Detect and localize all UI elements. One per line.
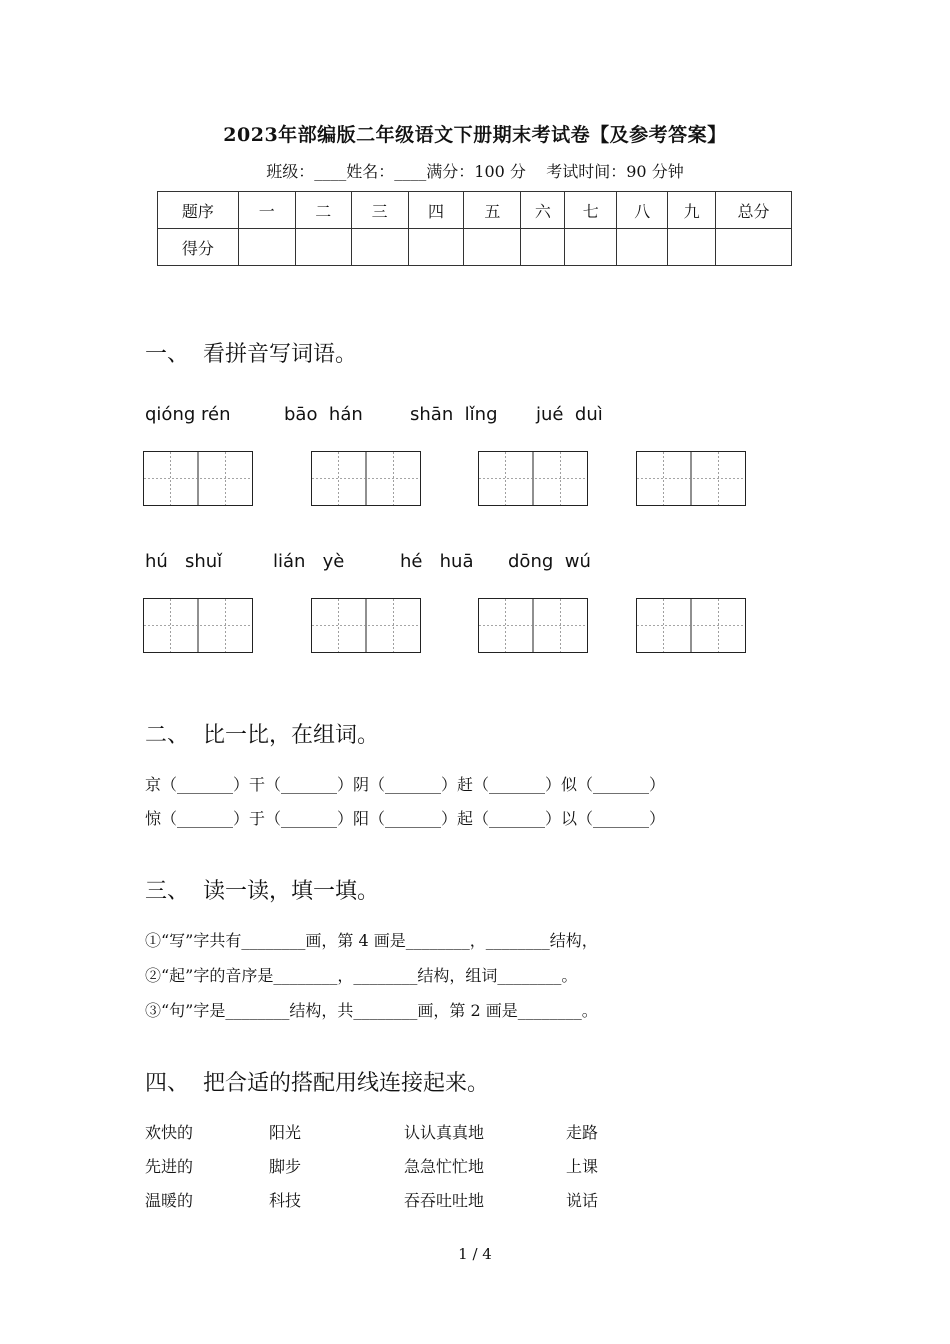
- score-header-cell: 五: [464, 192, 521, 229]
- pinyin-label: hé huā: [400, 551, 474, 572]
- fill-line: ①“写”字共有________画，第 4 画是________，________结构，: [145, 931, 598, 950]
- score-cell[interactable]: [464, 229, 521, 266]
- pinyin-label: qióng rén: [145, 404, 231, 425]
- score-header-cell: 九: [668, 192, 716, 229]
- score-header-cell: 八: [617, 192, 668, 229]
- writing-grid[interactable]: [478, 598, 588, 653]
- match-word: 温暖的: [145, 1191, 194, 1210]
- score-cell[interactable]: [351, 229, 408, 266]
- score-header-cell: 二: [295, 192, 351, 229]
- writing-grid[interactable]: [143, 598, 253, 653]
- page-title: 2023年部编版二年级语文下册期末考试卷【及参考答案】: [223, 124, 727, 146]
- info-line: 班级：____姓名：____满分：100 分 考试时间：90 分钟: [266, 162, 684, 181]
- pinyin-label: hú shuǐ: [145, 551, 223, 572]
- compare-line: 惊（_______）于（_______）阳（_______）起（_______）以（_______）: [145, 809, 666, 828]
- score-cell[interactable]: [668, 229, 716, 266]
- score-cell[interactable]: [295, 229, 351, 266]
- score-header-cell: 题序: [158, 192, 239, 229]
- pinyin-label: jué duì: [536, 404, 603, 425]
- score-row-label: 得分: [158, 229, 239, 266]
- score-table-score-row: [158, 229, 792, 266]
- section4-heading: 四、 把合适的搭配用线连接起来。: [145, 1071, 489, 1096]
- fill-line: ②“起”字的音序是________，________结构，组词________。: [145, 966, 578, 985]
- pinyin-label: bāo hán: [284, 404, 363, 425]
- section1-heading: 一、 看拼音写词语。: [145, 342, 357, 367]
- match-word: 欢快的: [145, 1123, 194, 1142]
- score-cell[interactable]: [521, 229, 565, 266]
- section3-heading: 三、 读一读，填一填。: [145, 879, 379, 904]
- score-cell[interactable]: [408, 229, 464, 266]
- match-word: 认认真真地: [404, 1123, 485, 1142]
- pinyin-label: lián yè: [273, 551, 345, 572]
- score-cell[interactable]: [565, 229, 617, 266]
- pinyin-label: shān lǐng: [410, 404, 498, 425]
- match-word: 上课: [566, 1157, 599, 1176]
- match-word: 脚步: [269, 1157, 302, 1176]
- writing-grid[interactable]: [636, 451, 746, 506]
- match-word: 阳光: [269, 1123, 302, 1142]
- score-table: [157, 191, 792, 266]
- score-header-cell: 总分: [716, 192, 792, 229]
- score-table-header-row: [158, 192, 792, 229]
- match-word: 吞吞吐吐地: [404, 1191, 485, 1210]
- match-word: 先进的: [145, 1157, 194, 1176]
- section2-heading: 二、 比一比，在组词。: [145, 723, 379, 748]
- writing-grid[interactable]: [143, 451, 253, 506]
- writing-grid[interactable]: [636, 598, 746, 653]
- score-header-cell: 四: [408, 192, 464, 229]
- fill-line: ③“句”字是________结构，共________画，第 2 画是________。: [145, 1001, 598, 1020]
- score-header-cell: 七: [565, 192, 617, 229]
- score-cell[interactable]: [716, 229, 792, 266]
- match-word: 科技: [269, 1191, 302, 1210]
- pinyin-label: dōng wú: [508, 551, 591, 572]
- writing-grid[interactable]: [311, 451, 421, 506]
- match-word: 说话: [566, 1191, 599, 1210]
- score-header-cell: 六: [521, 192, 565, 229]
- score-cell[interactable]: [617, 229, 668, 266]
- match-word: 走路: [566, 1123, 599, 1142]
- score-cell[interactable]: [238, 229, 295, 266]
- page-number: 1 / 4: [458, 1245, 492, 1263]
- score-header-cell: 一: [238, 192, 295, 229]
- writing-grid[interactable]: [311, 598, 421, 653]
- score-header-cell: 三: [351, 192, 408, 229]
- writing-grid[interactable]: [478, 451, 588, 506]
- match-word: 急急忙忙地: [404, 1157, 485, 1176]
- compare-line: 京（_______）干（_______）阴（_______）赶（_______）似（_______）: [145, 775, 666, 794]
